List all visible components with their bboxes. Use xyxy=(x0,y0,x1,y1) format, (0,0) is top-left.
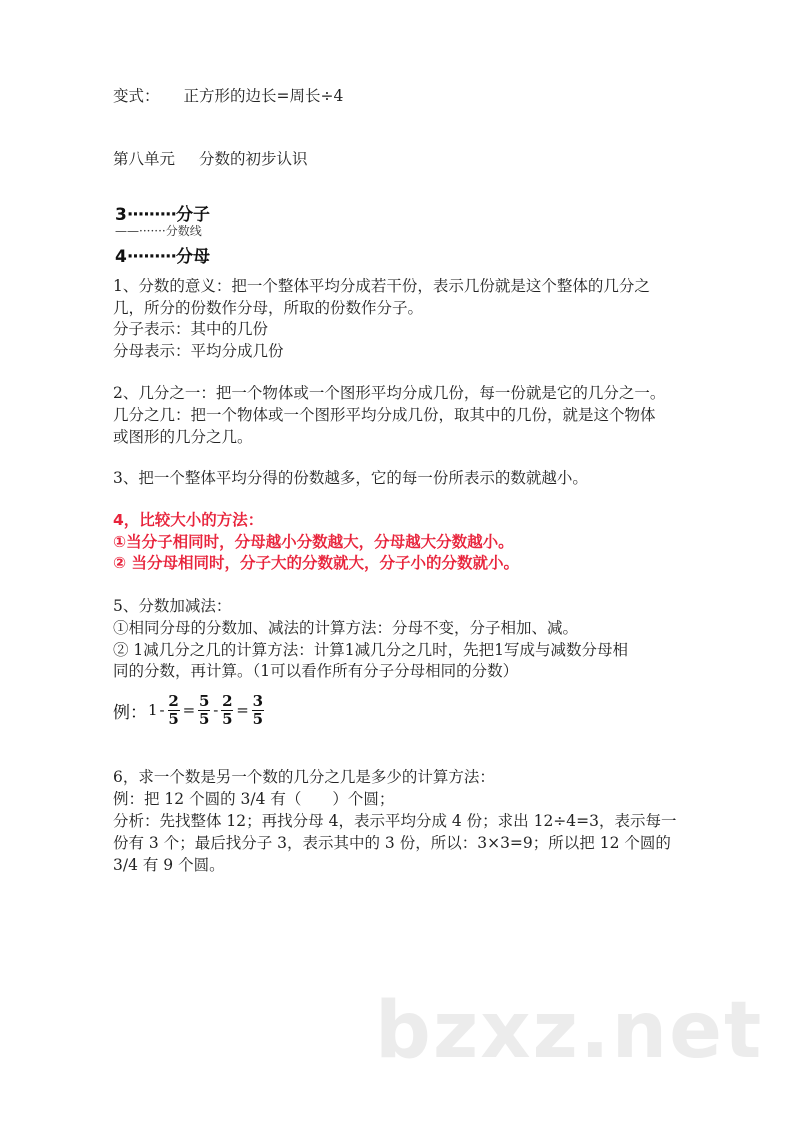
example-fraction: $\frac{5}{5}$ xyxy=(198,691,210,728)
figure-fraction-line: ——·······分数线 xyxy=(115,224,202,238)
section6-line: 3/4 有 9 个圆。 xyxy=(113,856,225,874)
variant-text: 正方形的边长=周长÷4 xyxy=(183,87,344,105)
example-equation xyxy=(113,688,266,732)
section6-line: 份有 3 个；最后找分子 3，表示其中的 3 份，所以：3×3=9；所以把 12 个圆的 xyxy=(113,834,671,852)
figure-denominator: 4·········分母 xyxy=(115,247,210,267)
section4-rule-1: ①当分子相同时，分母越小分数越大，分母越大分数越小。 xyxy=(113,533,514,551)
section2-line: 2、几分之一：把一个物体或一个图形平均分成几份，每一份就是它的几分之一。 xyxy=(113,384,666,402)
example-label: 例： xyxy=(113,702,147,723)
section1-line: 分母表示：平均分成几份 xyxy=(113,342,284,360)
unit-topic: 分数的初步认识 xyxy=(199,150,308,168)
section3-line: 3、把一个整体平均分得的份数越多，它的每一份所表示的数就越小。 xyxy=(113,469,588,487)
section1-line: 分子表示：其中的几份 xyxy=(113,320,269,338)
section6-line: 例：把 12 个圆的 3/4 有（ ）个圆； xyxy=(113,790,395,808)
section5-line: 同的分数，再计算。（1可以看作所有分子分母相同的分数） xyxy=(113,662,519,680)
example-fraction: $\frac{2}{5}$ xyxy=(168,691,179,728)
section5-line: 5、分数加减法： xyxy=(113,597,232,615)
example-one: 1 xyxy=(148,701,158,719)
section5-line: ② 1减几分之几的计算方法：计算1减几分之几时，先把1写成与减数分母相 xyxy=(113,641,629,659)
unit-number: 第八单元 xyxy=(113,150,176,168)
unit-title xyxy=(113,149,308,169)
section6-line: 分析：先找整体 12；再找分母 4，表示平均分成 4 份；求出 12÷4=3，表示每一 xyxy=(113,812,677,830)
section5-line: ①相同分母的分数加、减法的计算方法：分母不变，分子相加、减。 xyxy=(113,619,579,637)
fraction-parts-figure xyxy=(115,200,245,267)
section6-line: 6，求一个数是另一个数的几分之几是多少的计算方法： xyxy=(113,768,495,786)
section2-line: 几分之几：把一个物体或一个图形平均分成几份，取其中的几份，就是这个物体 xyxy=(113,406,656,424)
site-watermark: bzxz.net xyxy=(375,986,764,1076)
section1-line: 几，所分的份数作分母，所取的份数作分子。 xyxy=(113,299,424,317)
variant-line xyxy=(113,86,343,106)
section1-line: 1、分数的意义：把一个整体平均分成若干份，表示几份就是这个整体的几分之 xyxy=(113,277,650,295)
example-fraction: $\frac{2}{5}$ xyxy=(222,691,233,728)
example-operator: - xyxy=(159,701,165,719)
example-operator: = xyxy=(182,701,196,719)
example-fraction: $\frac{3}{5}$ xyxy=(252,691,264,728)
example-operator: = xyxy=(236,701,249,719)
variant-label: 变式： xyxy=(113,87,160,105)
example-operator: - xyxy=(213,701,219,719)
section4-rule-2: ② 当分母相同时，分子大的分数就大，分子小的分数就小。 xyxy=(113,554,520,572)
section2-line: 或图形的几分之几。 xyxy=(113,428,253,446)
section4-heading: 4，比较大小的方法： xyxy=(113,511,264,529)
figure-numerator: 3·········分子 xyxy=(115,205,210,225)
